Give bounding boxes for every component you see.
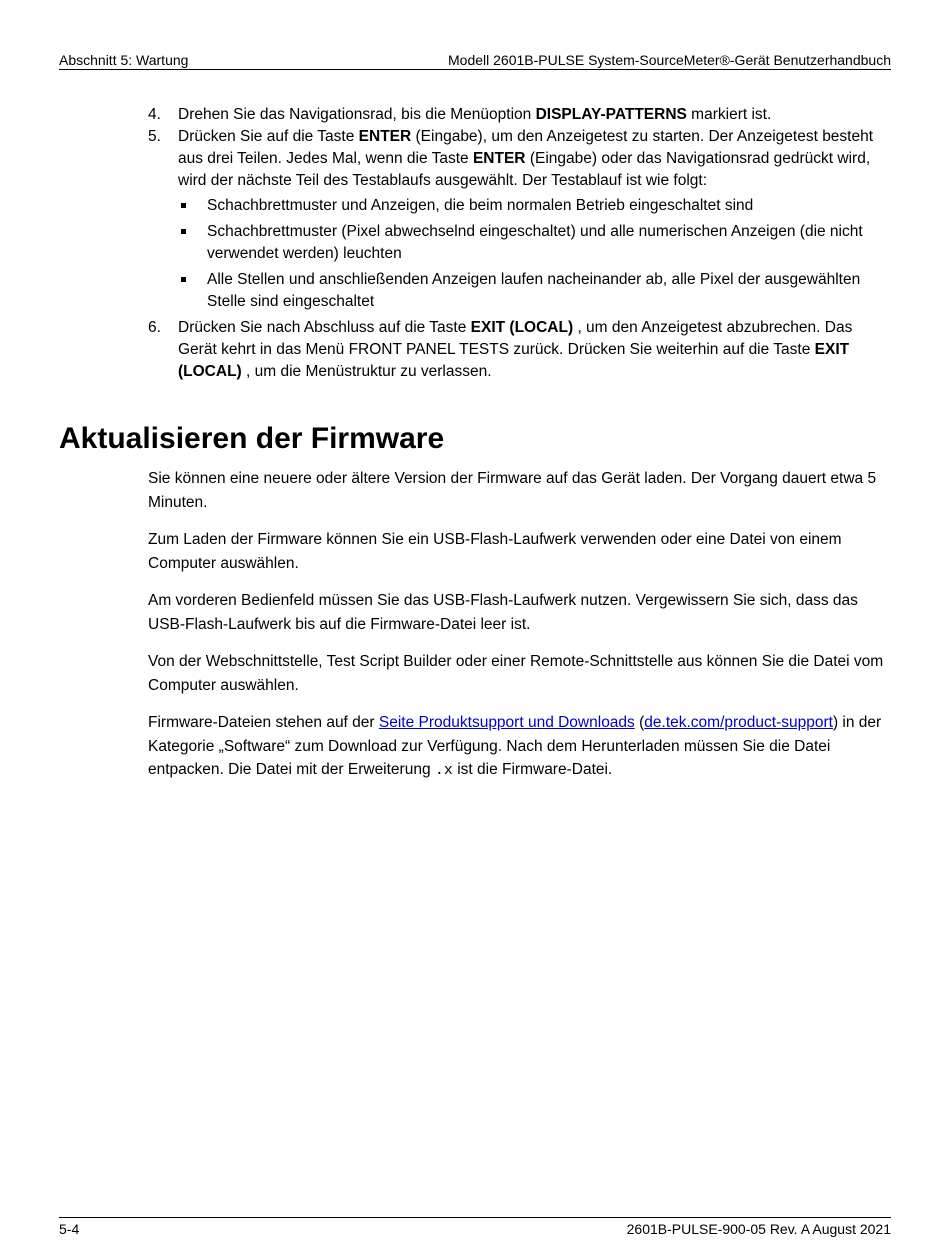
key-exit-local: EXIT (LOCAL) <box>178 341 850 380</box>
step-number: 4. <box>148 106 161 123</box>
step-text: , um die Menüstruktur zu verlassen. <box>241 363 492 380</box>
key-exit-local: EXIT (LOCAL) <box>470 319 574 336</box>
paragraph-text: ) in der Kategorie „Software“ zum Download zur Verfügung. Nach dem Herunterladen müssen Sie die Datei entpacken. Die Datei mit der Erweiterung <box>148 714 882 778</box>
list-item <box>178 269 893 313</box>
step-text: Drehen Sie das Navigationsrad, bis die Menüoption <box>178 106 536 123</box>
tek-product-support-url-link[interactable]: de.tek.com/product-support <box>644 714 833 731</box>
paragraph: Sie können eine neuere oder ältere Version der Firmware auf das Gerät laden. Der Vorgang dauert etwa 5 Minuten. <box>148 470 877 511</box>
step-text: markiert ist. <box>686 106 772 123</box>
step-number: 5. <box>148 128 161 145</box>
list-item-text: Alle Stellen und anschließenden Anzeigen laufen nacheinander ab, alle Pixel der ausgewählten Stelle sind eingeschaltet <box>207 271 861 310</box>
page-number: 5-4 <box>59 1221 80 1237</box>
bullet-square-icon <box>181 203 186 208</box>
list-item <box>178 221 893 265</box>
list-item-text: Schachbrettmuster (Pixel abwechselnd eingeschaltet) und alle numerischen Anzeigen (die nicht verwendet werden) leuchten <box>207 223 863 262</box>
page-header <box>59 52 891 70</box>
step-text: , um den Anzeigetest abzubrechen. Das Gerät kehrt in das Menü FRONT PANEL TESTS zurück. Drücken Sie weiterhin auf die Taste <box>178 319 853 358</box>
procedure-steps <box>148 104 893 383</box>
paragraph: Am vorderen Bedienfeld müssen Sie das USB-Flash-Laufwerk nutzen. Vergewissern Sie sich, dass das USB-Flash-Laufwerk bis auf die Firmware-Datei leer ist. <box>148 592 858 633</box>
menu-option-display-patterns: DISPLAY-PATTERNS <box>535 106 687 123</box>
list-item-text: Schachbrettmuster und Anzeigen, die beim normalen Betrieb eingeschaltet sind <box>207 197 754 214</box>
section-heading: Aktualisieren der Firmware <box>59 422 445 455</box>
step-text: (Eingabe) oder das Navigationsrad gedrückt wird, wird der nächste Teil des Testablaufs ausgewählt. Der Testablauf ist wie folgt: <box>178 150 871 189</box>
paragraph-text: ( <box>634 714 645 731</box>
page-footer <box>59 1217 891 1237</box>
step-6 <box>148 317 893 383</box>
test-sequence-list <box>178 195 893 313</box>
header-section: Abschnitt 5: Wartung <box>59 52 189 68</box>
paragraph: Von der Webschnittstelle, Test Script Builder oder einer Remote-Schnittstelle aus können Sie die Datei vom Computer auswählen. <box>148 653 884 694</box>
step-text: Drücken Sie auf die Taste <box>178 128 359 145</box>
paragraph-text: Firmware-Dateien stehen auf der <box>148 714 379 731</box>
product-support-downloads-link[interactable]: Seite Produktsupport und Downloads <box>378 714 635 731</box>
paragraph-download <box>148 711 893 783</box>
bullet-square-icon <box>181 229 186 234</box>
step-4 <box>148 104 893 126</box>
key-enter: ENTER <box>472 150 526 167</box>
paragraph-text: ist die Firmware-Datei. <box>452 761 613 778</box>
bullet-square-icon <box>181 277 186 282</box>
key-enter: ENTER <box>358 128 412 145</box>
file-extension-code: .x <box>434 762 453 779</box>
step-text: Drücken Sie nach Abschluss auf die Taste <box>178 319 471 336</box>
paragraph: Zum Laden der Firmware können Sie ein USB-Flash-Laufwerk verwenden oder eine Datei von einem Computer auswählen. <box>148 531 842 572</box>
document-revision: 2601B-PULSE-900-05 Rev. A August 2021 <box>626 1221 891 1237</box>
step-number: 6. <box>148 319 161 336</box>
step-5 <box>148 126 893 313</box>
list-item <box>178 195 893 217</box>
section-body <box>148 467 893 797</box>
header-manual-title: Modell 2601B-PULSE System-SourceMeter®-Gerät Benutzerhandbuch <box>448 52 891 68</box>
step-text: (Eingabe), um den Anzeigetest zu starten. Der Anzeigetest besteht aus drei Teilen. Jedes Mal, wenn die Taste <box>178 128 874 167</box>
